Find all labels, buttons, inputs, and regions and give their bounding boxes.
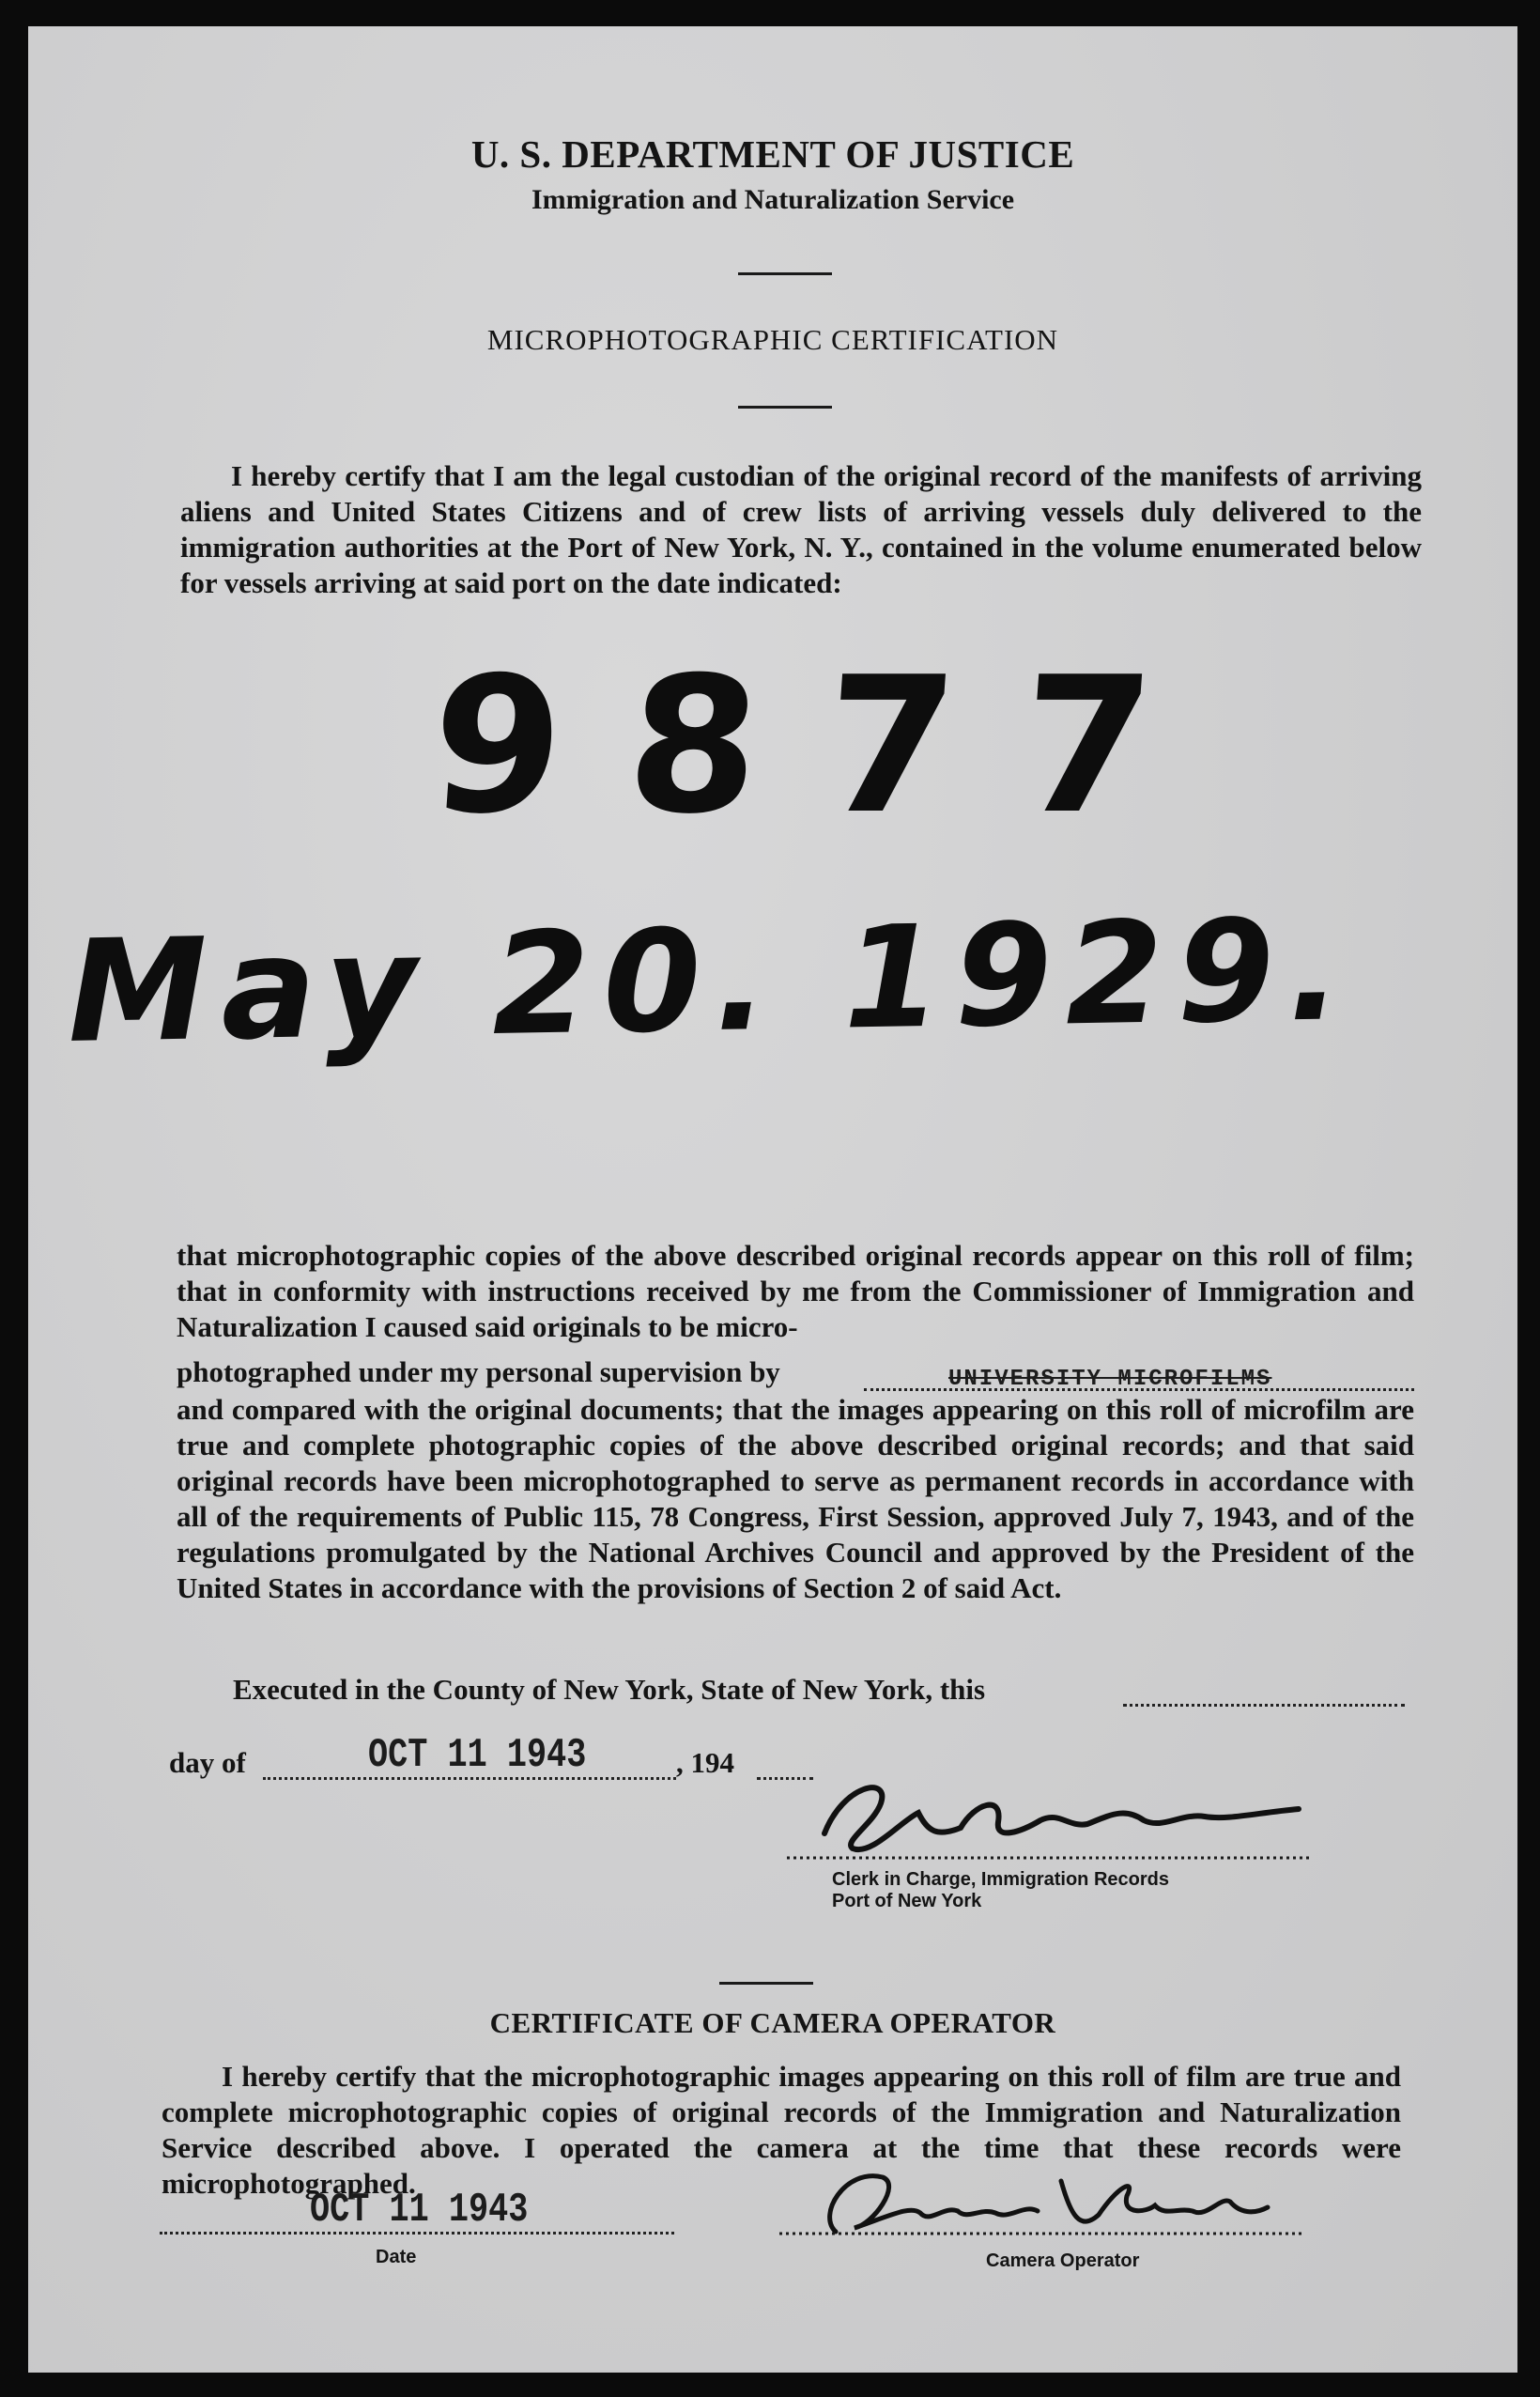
service-subheading: Immigration and Naturalization Service [531, 184, 1015, 215]
clerk-port: Port of New York [832, 1891, 982, 1911]
operator-date-label: Date [376, 2247, 417, 2267]
divider [719, 1982, 813, 1985]
clerk-signature [787, 1766, 1313, 1869]
operator-label: Camera Operator [986, 2250, 1140, 2271]
executed-statement: Executed in the County of New York, State of New York, this [233, 1673, 986, 1706]
photographed-by-stamp: UNIVERSITY MICROFILMS [948, 1367, 1272, 1392]
day-of-stamp: OCT 11 1943 [368, 1732, 587, 1779]
handwritten-date: May 20. 1929. [66, 889, 1356, 1075]
operator-statement: I hereby certify that the microphotographic images appearing on this roll of film are true and complete microphotographic copies of original records of the Immigration and Naturalization Service described above. I operated the camera at the time that these records were microphotographed. [162, 2060, 1401, 2200]
certification-title: MICROPHOTOGRAPHIC CERTIFICATION [486, 323, 1059, 356]
certification-intro: I hereby certify that I am the legal custodian of the original record of the manifests of arriving aliens and United States Citizens and of crew lists of arriving vessels duly delivered to the immigration authorities at the Port of New York, N. Y., contained in the volume enumerated below for vessels arriving at said port on the date indicated: [180, 459, 1422, 599]
executed-blank [1123, 1704, 1405, 1707]
year-prefix: , 194 [676, 1746, 734, 1779]
clerk-title: Clerk in Charge, Immigration Records [832, 1869, 1169, 1890]
day-of-label: day of [169, 1746, 246, 1779]
volume-number: 9877 [424, 637, 1225, 856]
certificate-sheet [28, 26, 1517, 2373]
department-heading: U. S. DEPARTMENT OF JUSTICE [470, 132, 1075, 176]
operator-title: CERTIFICATE OF CAMERA OPERATOR [489, 2006, 1056, 2039]
photographed-by-line: photographed under my personal supervision by [177, 1355, 780, 1388]
certification-body-1: that microphotographic copies of the above described original records appear on this roll of film; that in conformity with instructions received by me from the Commissioner of Immigration and Naturalization I caused said originals to be micro- [177, 1239, 1414, 1343]
divider [738, 406, 832, 409]
divider [738, 272, 832, 275]
certification-body-2: and compared with the original documents; that the images appearing on this roll of microfilm are true and complete photographic copies of the above described original records; and that said original records have been microphotographed to serve as permanent records in accordance with all of the requirements of Public 115, 78 Congress, First Session, approved July 7, 1943, and of the regulations promulgated by the National Archives Council and approved by the President of the United States in accordance with the provisions of Section 2 of said Act. [177, 1393, 1414, 1604]
operator-date-stamp: OCT 11 1943 [310, 2187, 529, 2234]
operator-signature [779, 2158, 1305, 2252]
